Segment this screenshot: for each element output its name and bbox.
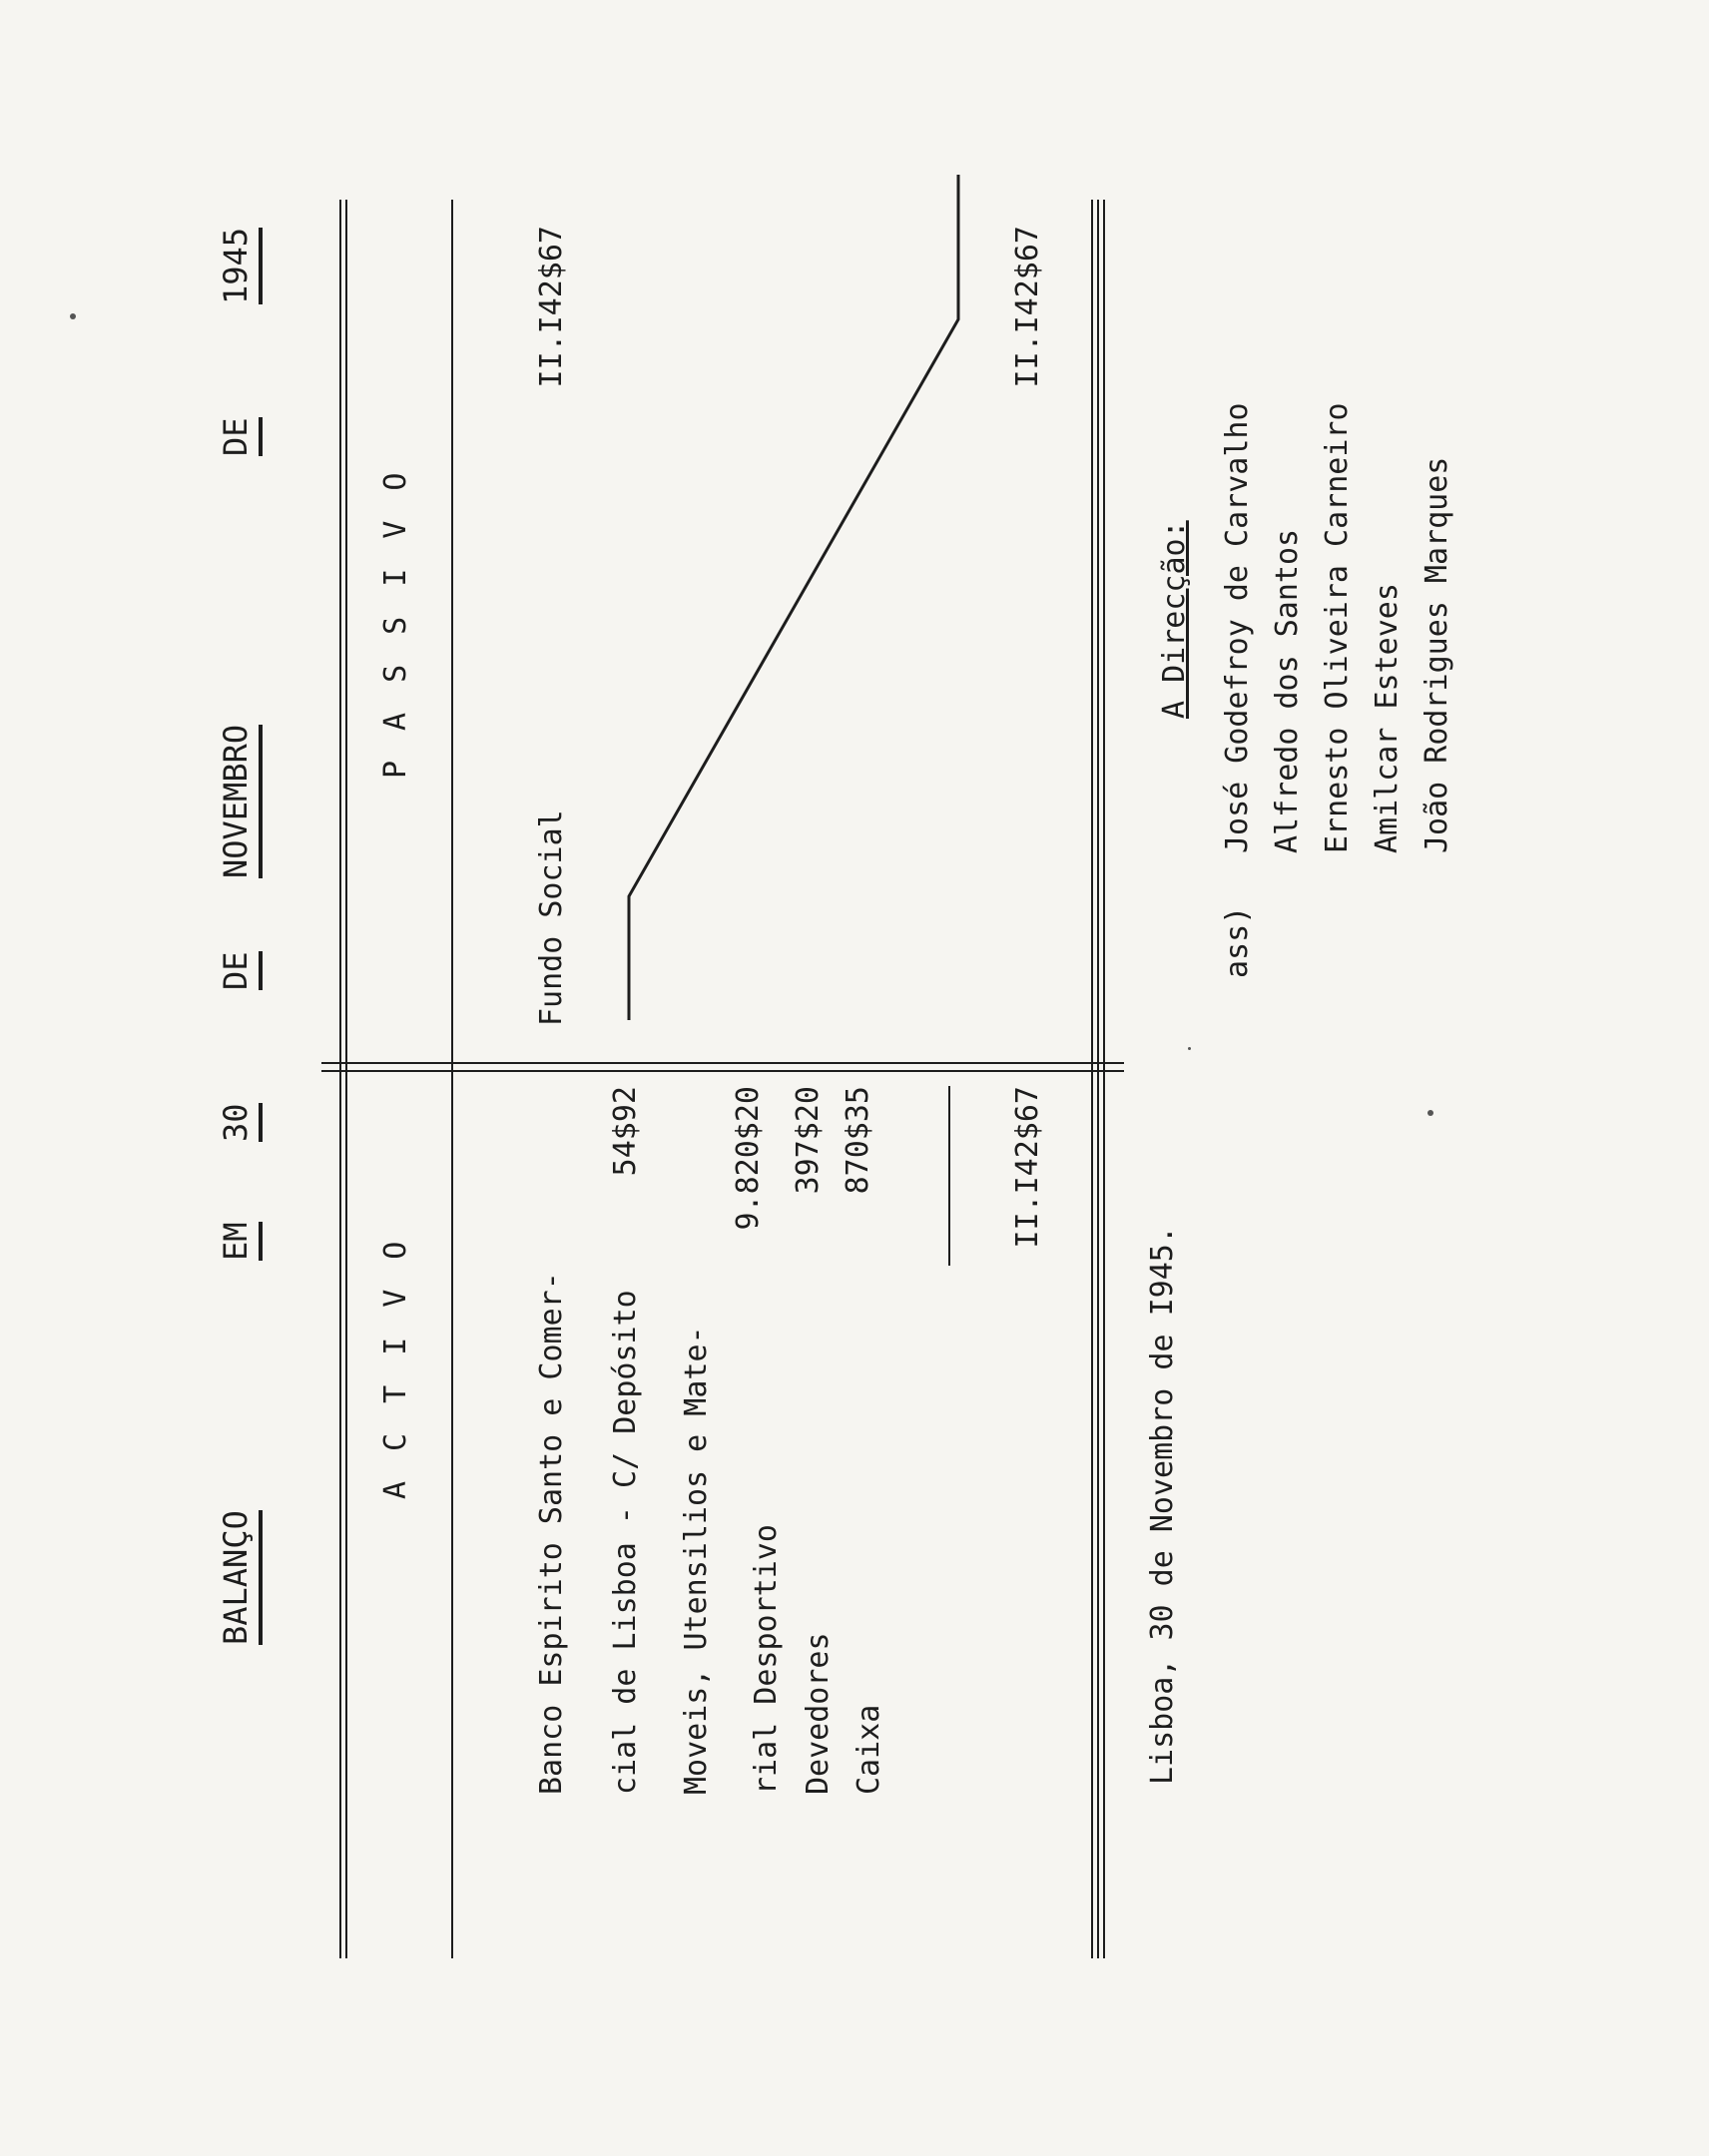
activo-amount-caixa: 870$35 [841, 1086, 875, 1195]
title-word-balanco: BALANÇO [217, 1510, 263, 1645]
passivo-amount-fundo-social: II.I42$67 [534, 226, 569, 388]
passivo-header: PASSIVO [378, 442, 413, 779]
signature-name-1: José Godefroy de Carvalho [1220, 402, 1255, 853]
title-word-em: EM [217, 1222, 263, 1261]
signature-prefix: ass) [1220, 905, 1255, 978]
signature-name-5: João Rodrigues Marques [1420, 456, 1454, 853]
title-word-de: DE [217, 951, 263, 990]
passivo-item-fundo-social: Fundo Social [534, 809, 569, 1026]
paper-speck [1427, 1110, 1433, 1116]
title-word-de-2: DE [217, 417, 263, 456]
paper-speck [70, 313, 76, 319]
title-word-30: 30 [217, 1103, 263, 1142]
activo-amount-devedores: 397$20 [791, 1086, 826, 1195]
activo-line-2: cial de Lisboa - C/ Depósito [608, 1290, 643, 1795]
title-word-novembro: NOVEMBRO [217, 725, 263, 878]
activo-header: ACTIVO [378, 1211, 413, 1499]
activo-line-3: Moveis, Utensilios e Mate- [679, 1326, 714, 1795]
signature-name-4: Amilcar Esteves [1370, 583, 1405, 853]
title-word-year: 1945 [217, 228, 263, 304]
activo-amount-banco: 54$92 [608, 1086, 643, 1177]
passivo-total: II.I42$67 [1010, 226, 1045, 388]
activo-total: II.I42$67 [1010, 1086, 1045, 1249]
activo-line-6: Caixa [852, 1704, 886, 1795]
paper-speck [1188, 1047, 1191, 1050]
direction-title: A Direcção: [1157, 520, 1192, 719]
signature-name-3: Ernesto Oliveira Carneiro [1320, 402, 1355, 853]
activo-line-1: Banco Espirito Santo e Comer- [534, 1272, 569, 1795]
activo-amount-moveis: 9.820$20 [731, 1086, 766, 1231]
signature-name-2: Alfredo dos Santos [1270, 528, 1305, 853]
place-date: Lisboa, 30 de Novembro de I945. [1145, 1226, 1180, 1785]
activo-line-4: rial Desportivo [749, 1524, 784, 1795]
activo-line-5: Devedores [801, 1632, 836, 1795]
